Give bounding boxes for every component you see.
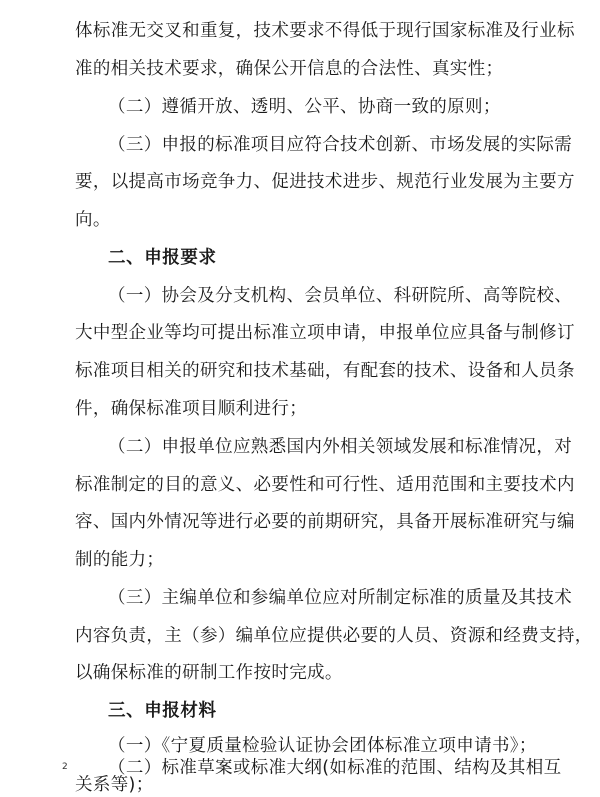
- body-line-16: （三）主编单位和参编单位应对所制定标准的质量及其技术: [108, 588, 573, 608]
- body-line-1: 体标准无交叉和重复，技术要求不得低于现行国家标准及行业标: [75, 21, 575, 41]
- body-line-10: 标准项目相关的研究和技术基础，有配套的技术、设备和人员条: [75, 361, 575, 381]
- section-heading-2: 二、申报要求: [108, 248, 217, 268]
- body-line-2: 准的相关技术要求，确保公开信息的合法性、真实性；: [75, 59, 504, 79]
- body-line-12: （二）申报单位应熟悉国内外相关领域发展和标准情况，对: [108, 437, 573, 457]
- body-line-4: （三）申报的标准项目应符合技术创新、市场发展的实际需: [108, 135, 573, 155]
- body-line-17: 内容负责，主（参）编单位应提供必要的人员、资源和经费支持，: [75, 626, 593, 646]
- body-line-20: （一）《宁夏质量检验认证协会团体标准立项申请书》；: [108, 736, 537, 756]
- body-line-15: 制的能力；: [75, 550, 165, 570]
- body-line-6: 向。: [75, 210, 111, 230]
- body-line-8: （一）协会及分支机构、会员单位、科研院所、高等院校、: [108, 286, 573, 306]
- body-line-22: 关系等)；: [75, 775, 154, 795]
- body-line-9: 大中型企业等均可提出标准立项申请，申报单位应具备与制修订: [75, 323, 575, 343]
- body-line-14: 容、国内外情况等进行必要的前期研究，具备开展标准研究与编: [75, 512, 575, 532]
- body-line-21: （二）标准草案或标准大纲(如标准的范围、结构及其相互: [108, 758, 562, 778]
- section-heading-3: 三、申报材料: [108, 701, 217, 721]
- body-line-11: 件，确保标准项目顺利进行；: [75, 399, 308, 419]
- body-line-18: 以确保标准的研制工作按时完成。: [75, 663, 343, 683]
- body-line-13: 标准制定的目的意义、必要性和可行性、适用范围和主要技术内: [75, 475, 575, 495]
- page-number: 2: [62, 762, 68, 772]
- body-line-5: 要，以提高市场竞争力、促进技术进步、规范行业发展为主要方: [75, 172, 575, 192]
- body-line-3: （二）遵循开放、透明、公平、协商一致的原则；: [108, 97, 501, 117]
